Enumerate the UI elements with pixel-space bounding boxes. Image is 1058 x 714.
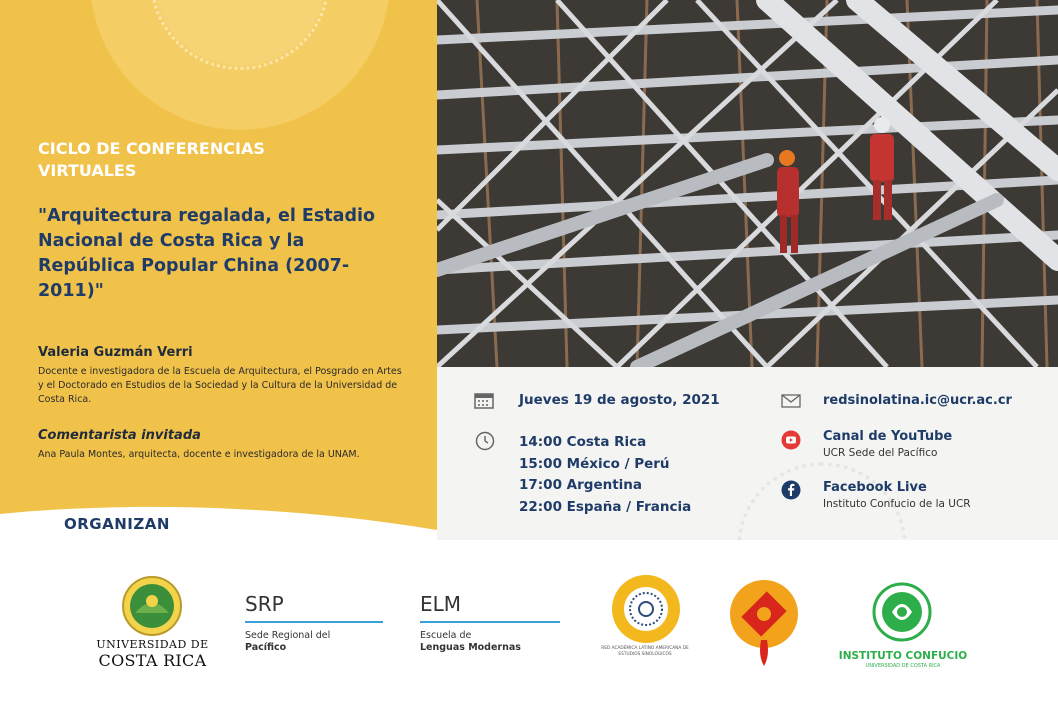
elm-line1: Escuela de [420,630,472,641]
calendar-icon [474,391,494,409]
youtube-icon[interactable] [781,430,801,450]
contact-email[interactable]: redsinolatina.ic@ucr.ac.cr [823,393,1012,408]
srp-name [245,630,330,654]
left-panel [0,0,437,540]
email-icon [781,394,801,408]
time-costa-rica: 14:00 Costa Rica [519,434,647,450]
youtube-subtitle: UCR Sede del Pacífico [823,447,938,459]
event-times [519,432,691,518]
clock-icon [475,431,495,451]
youtube-title[interactable]: Canal de YouTube [823,429,953,444]
red-academica-text: RED ACADÉMICA LATINO AMERICANA DE ESTUDIOS SINOLÓGICOS [601,646,689,657]
ucr-seal-icon [121,575,183,637]
series-title: CICLO DE CONFERENCIAS VIRTUALES [38,139,265,180]
srp-line1: Sede Regional del [245,630,331,641]
instituto-confucio-sub: UNIVERSIDAD DE COSTA RICA [865,663,941,669]
instituto-confucio-name: INSTITUTO CONFUCIO [838,650,968,662]
red-academica-logo-icon [611,574,681,644]
scaffolding-photo [437,0,1058,367]
srp-line2: Pacífico [245,642,287,653]
ucr-logo-text [95,638,210,670]
time-espana-francia: 22:00 España / Francia [519,498,692,515]
instituto-confucio-logo-icon [872,582,932,642]
ucr-line2: COSTA RICA [98,651,207,670]
srp-divider [245,621,383,623]
elm-name [420,630,521,654]
facebook-icon[interactable] [781,480,801,500]
time-mexico-peru: 15:00 México / Perú [519,455,670,472]
talk-title: "Arquitectura regalada, el Estadio Nacional de Costa Rica y la República Popular China (2007-2011)" [38,206,376,301]
scaffolding-illustration [437,0,1058,367]
speaker-bio: Docente e investigadora de la Escuela de Arquitectura, el Posgrado en Artes y el Doctorado en Estudios de la Sociedad y la Cultura de la Universidad de Costa Rica. [38,366,402,405]
srp-abbr: SRP [245,592,284,616]
facebook-subtitle: Instituto Confucio de la UCR [823,498,971,510]
commentator-bio: Ana Paula Montes, arquitecta, docente e investigadora de la UNAM. [38,449,360,460]
elm-line2: Lenguas Modernas [420,642,521,653]
chinese-knot-logo-icon [728,578,800,668]
elm-divider [420,621,560,623]
speaker-name: Valeria Guzmán Verri [38,345,193,360]
time-argentina: 17:00 Argentina [519,477,643,493]
organizan-label: ORGANIZAN [64,515,170,533]
event-date: Jueves 19 de agosto, 2021 [519,392,720,408]
elm-abbr: ELM [420,592,462,616]
commentator-heading: Comentarista invitada [38,428,201,443]
event-info-panel [437,367,1058,540]
ucr-line1: UNIVERSIDAD DE [96,638,209,651]
facebook-title[interactable]: Facebook Live [823,480,927,495]
